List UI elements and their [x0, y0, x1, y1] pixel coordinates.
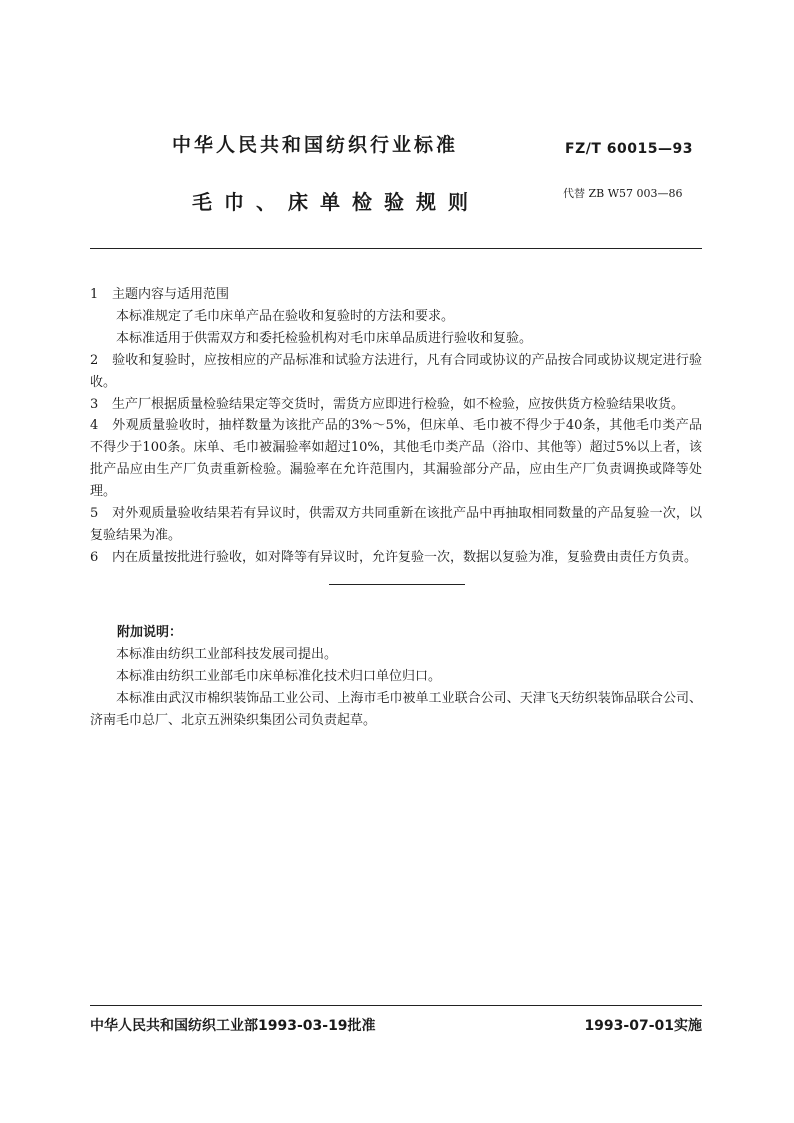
- section-end-divider: [329, 584, 465, 585]
- section-number: 5: [90, 506, 99, 522]
- document-title: 毛巾、床单检验规则: [192, 190, 480, 214]
- section-number: 4: [90, 418, 99, 434]
- section-5: [90, 503, 702, 547]
- section-text: 本标准适用于供需双方和委托检验机构对毛巾床单品质进行验收和复验。: [116, 330, 533, 346]
- effective-date: 1993-07-01实施: [584, 1018, 702, 1034]
- section-4: [90, 415, 702, 503]
- section-text: 生产厂根据质量检验结果定等交货时，需货方应即进行检验，如不检验，应按供货方检验结果收货。: [112, 396, 685, 412]
- section-number: 3: [90, 396, 99, 412]
- section-text: 本标准规定了毛巾床单产品在验收和复验时的方法和要求。: [116, 308, 455, 324]
- section-1-paragraph: [90, 328, 702, 350]
- section-number: 2: [90, 352, 99, 368]
- replaces-note: 代替 ZB W57 003—86: [563, 187, 683, 200]
- approval-line: 中华人民共和国纺织工业部1993-03-19批准: [90, 1018, 376, 1034]
- section-text: 外观质量验收时，抽样数量为该批产品的3%～5%，但床单、毛巾被不得少于40条，其他毛巾类产品不得少于100条。床单、毛巾被漏验率如超过10%，其他毛巾类产品（浴巾、其他等）超过5%以上者，该批产品应由生产厂负责重新检验。漏验率在允许范围内，其漏验部分产品，应由生产厂负责调换或降等处理。: [90, 418, 702, 500]
- section-text: 内在质量按批进行验收，如对降等有异议时，允许复验一次，数据以复验为准，复验费由责任方负责。: [112, 549, 698, 565]
- standard-name: 中华人民共和国纺织行业标准: [172, 134, 459, 156]
- section-1-paragraph: [90, 306, 702, 328]
- section-3: [90, 394, 702, 416]
- section-6: [90, 547, 702, 569]
- note-item: 本标准由纺织工业部科技发展司提出。: [116, 646, 338, 662]
- section-text: 主题内容与适用范围: [112, 287, 230, 302]
- footer-divider: [90, 1005, 702, 1006]
- note-item: 本标准由纺织工业部毛巾床单标准化技术归口单位归口。: [116, 668, 442, 684]
- section-number: 1: [90, 287, 99, 302]
- additional-notes: [90, 622, 702, 732]
- section-text: 验收和复验时，应按相应的产品标准和试验方法进行，凡有合同或协议的产品按合同或协议规定进行验收。: [90, 352, 702, 390]
- section-number: 6: [90, 549, 99, 565]
- note-item: 本标准由武汉市棉织装饰品工业公司、上海市毛巾被单工业联合公司、天津飞天纺织装饰品联合公司、济南毛巾总厂、北京五洲染织集团公司负责起草。: [90, 690, 702, 728]
- top-divider: [90, 248, 702, 249]
- section-2: [90, 350, 702, 394]
- document-body: [90, 284, 702, 569]
- notes-title: 附加说明：: [117, 625, 183, 640]
- section-text: 对外观质量验收结果若有异议时，供需双方共同重新在该批产品中再抽取相同数量的产品复验一次，以复验结果为准。: [90, 506, 702, 543]
- section-1: [90, 284, 702, 306]
- standard-code: FZ/T 60015—93: [565, 141, 693, 157]
